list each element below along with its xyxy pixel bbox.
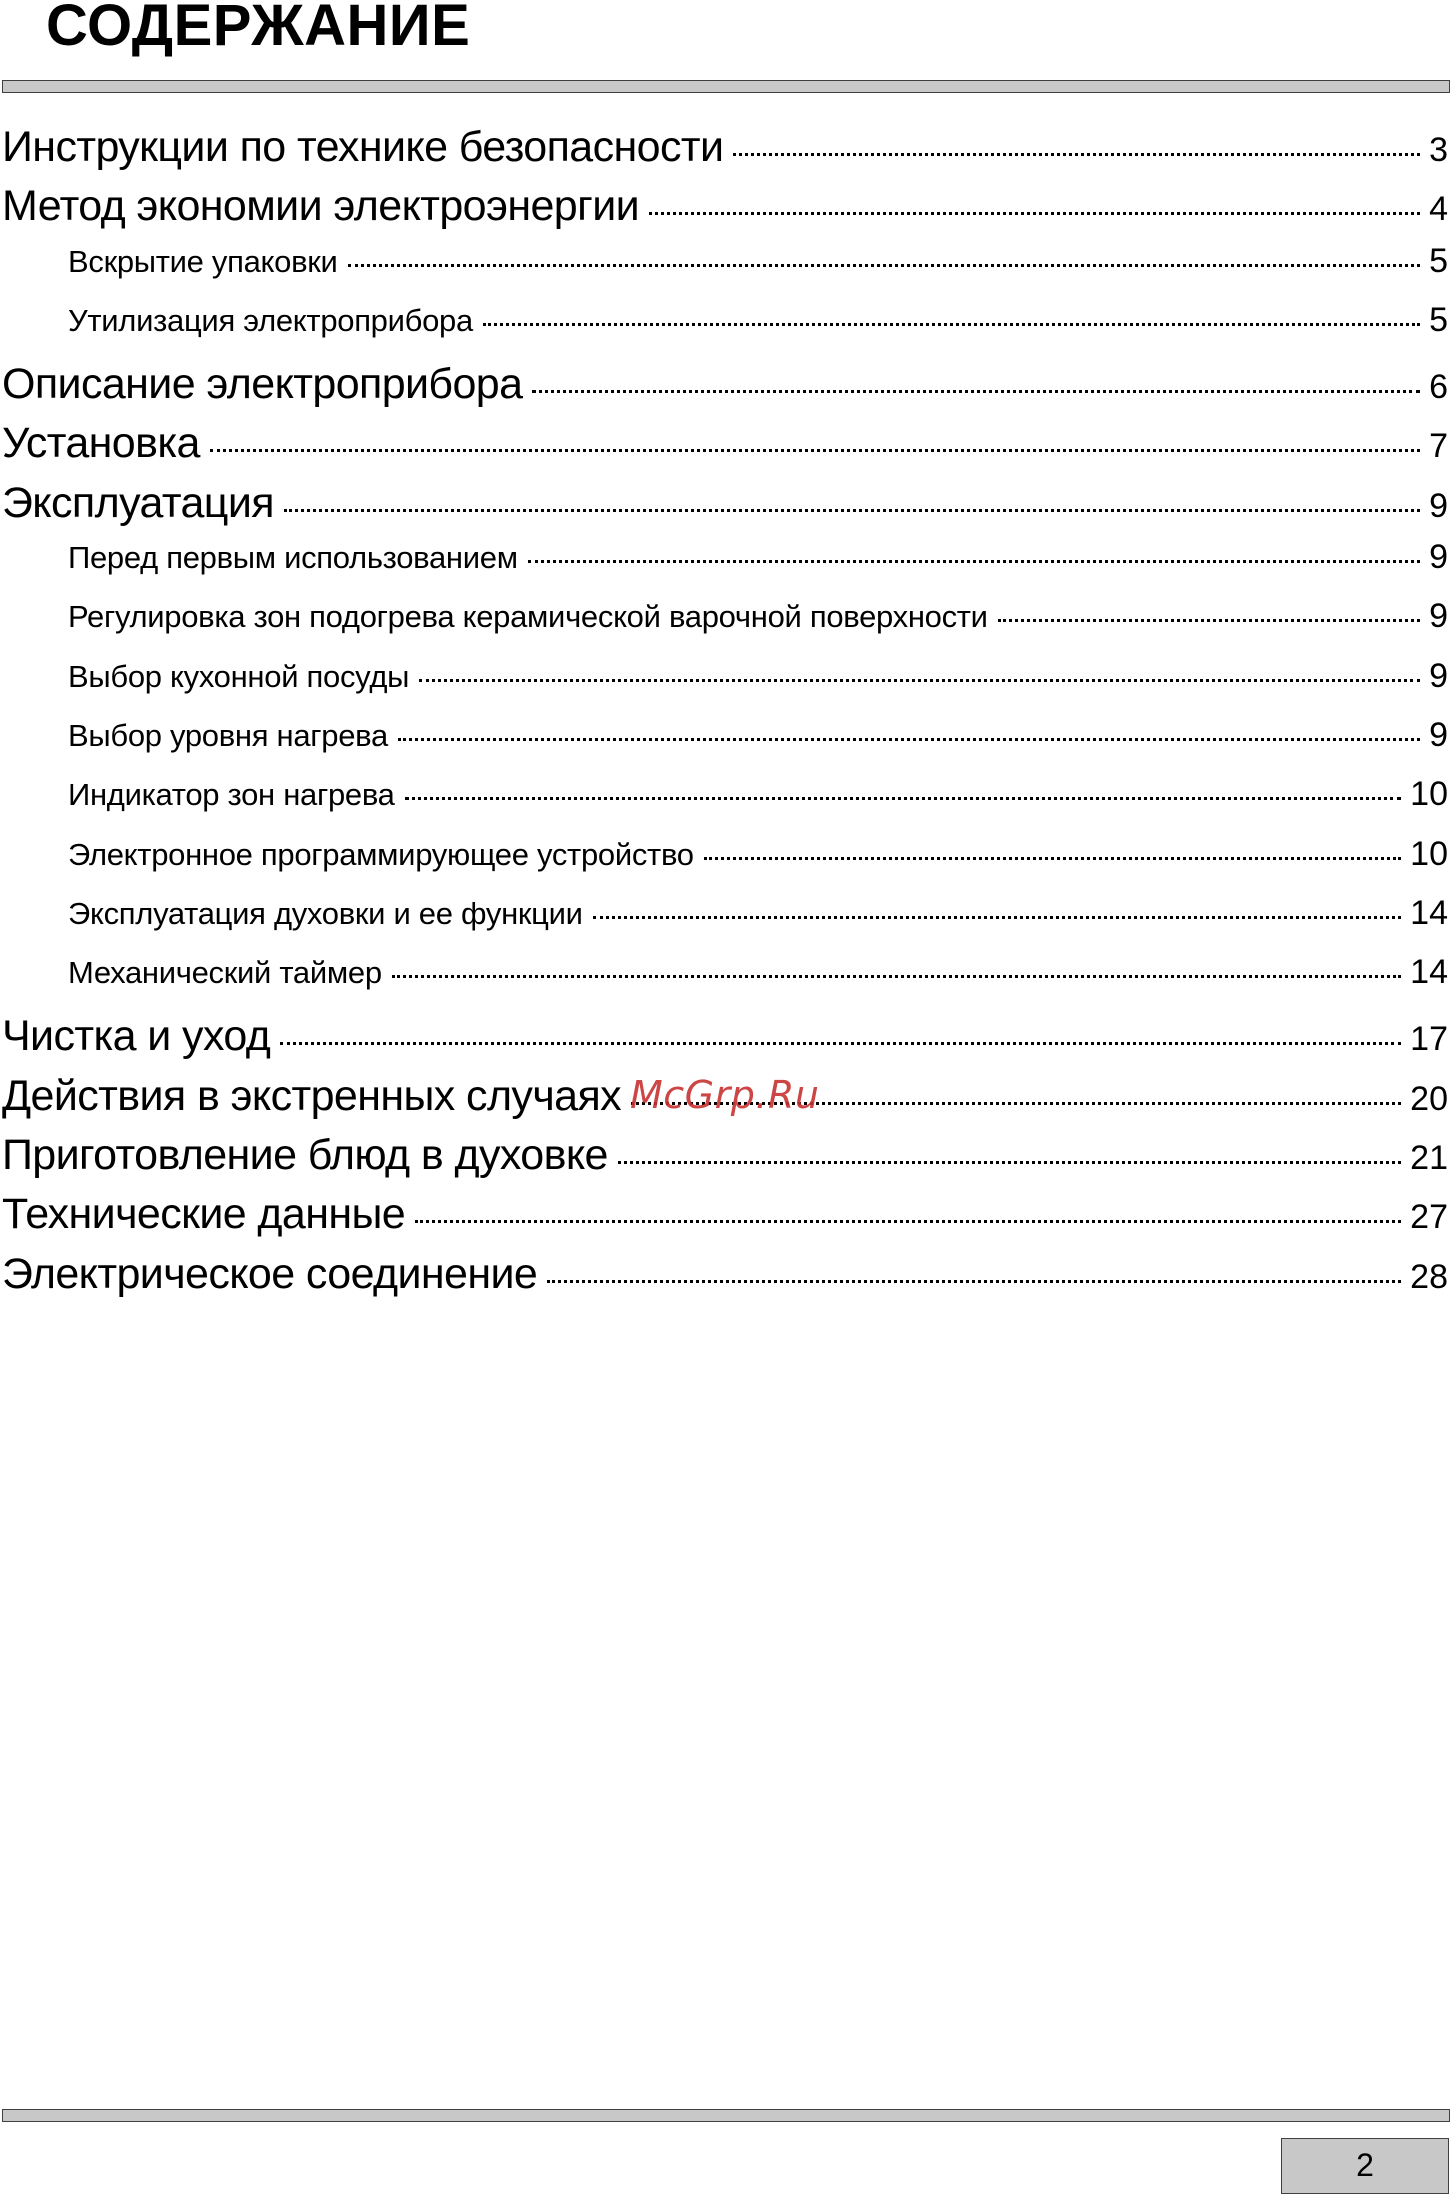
- toc-entry-page: 7: [1429, 427, 1448, 466]
- toc-entry-page: 27: [1410, 1198, 1448, 1237]
- toc-dot-leader: [733, 153, 1420, 156]
- toc-section-entry[interactable]: [0, 360, 1448, 419]
- toc-dot-leader: [398, 738, 1420, 741]
- toc-entry-page: 17: [1410, 1020, 1448, 1059]
- toc-subsection-entry[interactable]: [0, 301, 1448, 360]
- toc-subsection-entry[interactable]: [0, 716, 1448, 775]
- toc-subsection-entry[interactable]: [0, 953, 1448, 1012]
- toc-entry-page: 9: [1429, 538, 1448, 577]
- toc-entry-page: 10: [1410, 775, 1448, 814]
- toc-entry-title: Вскрытие упаковки: [68, 243, 338, 279]
- toc-dot-leader: [998, 619, 1420, 622]
- toc-entry-title: Инструкции по технике безопасности: [2, 123, 724, 171]
- toc-dot-leader: [483, 323, 1420, 326]
- toc-entry-title: Приготовление блюд в духовке: [2, 1131, 608, 1180]
- watermark-text: McGrp.Ru: [630, 1073, 820, 1117]
- toc-entry-title: Выбор уровня нагрева: [68, 717, 388, 753]
- toc-dot-leader: [547, 1280, 1401, 1283]
- toc-entry-page: 5: [1429, 241, 1448, 280]
- toc-entry-title: Перед первым использованием: [68, 540, 518, 576]
- toc-entry-title: Эксплуатация духовки и ее функции: [68, 895, 583, 931]
- toc-dot-leader: [415, 1220, 1401, 1223]
- toc-dot-leader: [532, 390, 1420, 393]
- toc-dot-leader: [210, 449, 1420, 452]
- toc-dot-leader: [280, 1042, 1401, 1045]
- toc-entry-title: Регулировка зон подогрева керамической варочной поверхности: [68, 599, 988, 635]
- page-number: 2: [1281, 2138, 1449, 2194]
- toc-dot-leader: [593, 916, 1402, 919]
- toc-section-entry[interactable]: [0, 419, 1448, 478]
- toc-entry-page: 28: [1410, 1257, 1448, 1296]
- toc-section-entry[interactable]: [0, 1012, 1448, 1071]
- toc-dot-leader: [618, 1161, 1401, 1164]
- toc-entry-page: 5: [1429, 300, 1448, 339]
- toc-subsection-entry[interactable]: [0, 894, 1448, 953]
- toc-entry-page: 9: [1429, 715, 1448, 754]
- toc-section-entry[interactable]: [0, 182, 1448, 241]
- toc-entry-title: Выбор кухонной посуды: [68, 658, 410, 694]
- toc-entry-page: 14: [1410, 953, 1448, 992]
- toc-section-entry[interactable]: [0, 1250, 1448, 1309]
- toc-entry-page: 3: [1429, 131, 1448, 169]
- toc-dot-leader: [348, 264, 1421, 267]
- toc-entry-title: Электронное программирующее устройство: [68, 836, 694, 872]
- toc-entry-title: Технические данные: [2, 1190, 406, 1239]
- footer-rule: [2, 2109, 1450, 2122]
- toc-entry-title: Электрическое соединение: [2, 1249, 538, 1298]
- toc-entry-page: 21: [1410, 1139, 1448, 1178]
- toc-dot-leader: [405, 797, 1402, 800]
- toc-entry-page: 20: [1410, 1079, 1448, 1118]
- toc-entry-title: Утилизация электроприбора: [68, 302, 473, 338]
- page-title: СОДЕРЖАНИЕ: [46, 0, 471, 58]
- toc-dot-leader: [649, 212, 1420, 215]
- toc-subsection-entry[interactable]: [0, 657, 1448, 716]
- toc-subsection-entry[interactable]: [0, 597, 1448, 656]
- table-of-contents: [0, 123, 1448, 1309]
- toc-dot-leader: [419, 679, 1420, 682]
- toc-dot-leader: [392, 975, 1401, 978]
- toc-entry-page: 9: [1429, 597, 1448, 636]
- toc-entry-title: Установка: [2, 419, 200, 468]
- toc-entry-title: Действия в экстренных случаях: [2, 1071, 622, 1120]
- toc-dot-leader: [704, 857, 1401, 860]
- toc-dot-leader: [528, 560, 1420, 563]
- toc-section-entry[interactable]: [0, 1131, 1448, 1190]
- toc-subsection-entry[interactable]: [0, 538, 1448, 597]
- toc-entry-page: 9: [1429, 486, 1448, 525]
- toc-entry-title: Эксплуатация: [2, 478, 274, 527]
- toc-dot-leader: [284, 509, 1420, 512]
- toc-entry-title: Индикатор зон нагрева: [68, 777, 395, 813]
- toc-subsection-entry[interactable]: [0, 242, 1448, 301]
- toc-section-entry[interactable]: [0, 479, 1448, 538]
- toc-entry-title: Метод экономии электроэнергии: [2, 182, 640, 231]
- toc-entry-page: 6: [1429, 368, 1448, 407]
- toc-entry-page: 10: [1410, 834, 1448, 873]
- toc-subsection-entry[interactable]: [0, 835, 1448, 894]
- toc-entry-page: 9: [1429, 656, 1448, 695]
- header-rule: [2, 80, 1450, 93]
- toc-subsection-entry[interactable]: [0, 775, 1448, 834]
- toc-entry-title: Механический таймер: [68, 955, 382, 991]
- toc-section-entry[interactable]: [0, 1190, 1448, 1249]
- toc-entry-page: 4: [1429, 190, 1448, 229]
- toc-section-entry[interactable]: [0, 123, 1448, 182]
- toc-entry-page: 14: [1410, 893, 1448, 932]
- toc-entry-title: Описание электроприбора: [2, 360, 523, 409]
- toc-entry-title: Чистка и уход: [2, 1012, 271, 1061]
